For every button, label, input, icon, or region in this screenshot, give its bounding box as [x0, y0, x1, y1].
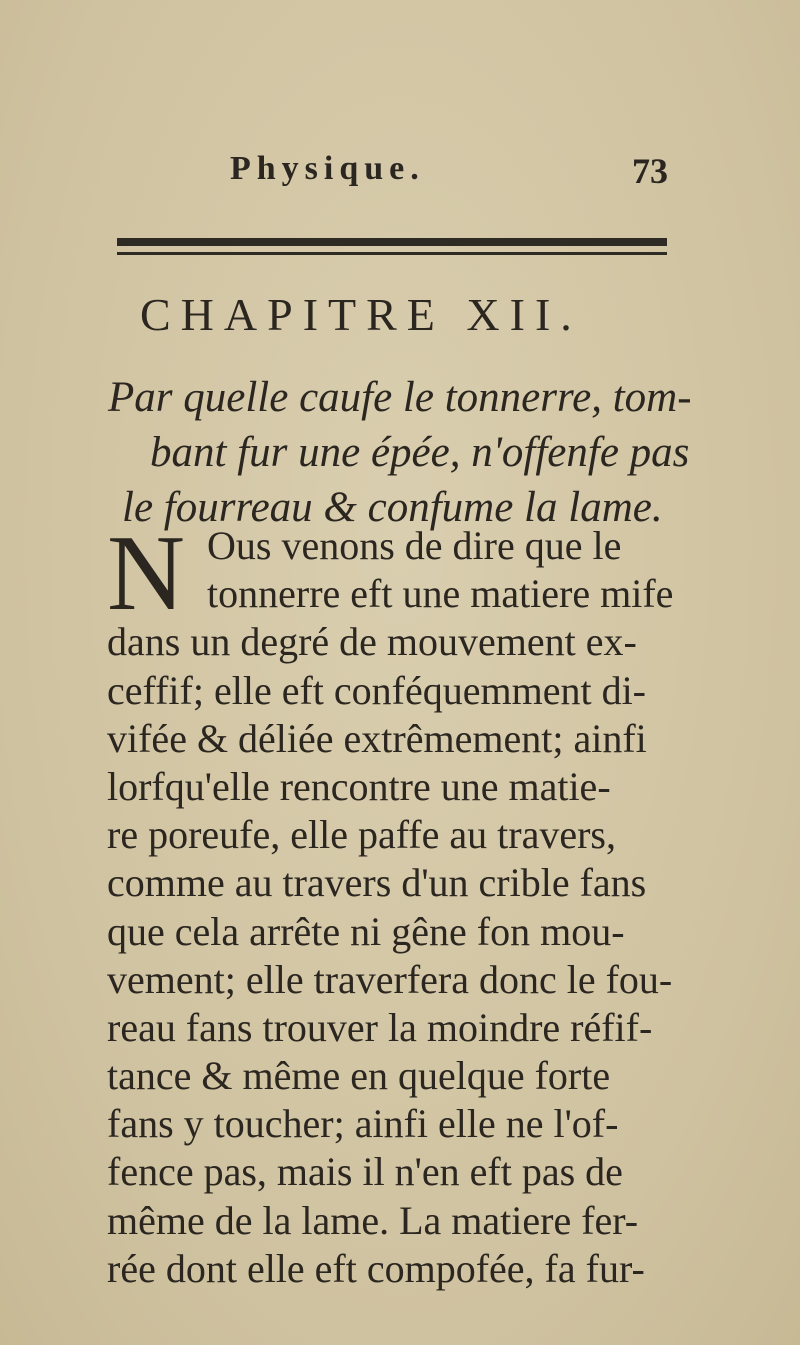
chapter-subtitle — [100, 370, 720, 535]
text-line: fence pas, mais il n'en eft pas de — [107, 1149, 623, 1195]
text-line: vifée & déliée extrêmement; ainfi — [107, 715, 647, 761]
text-line: tance & même en quelque forte — [107, 1053, 611, 1099]
text-line: fans y toucher; ainfi elle ne l'of- — [107, 1101, 619, 1147]
text-line: re poreufe, elle paffe au travers, — [107, 812, 616, 858]
text-line: même de la lame. La matiere fer- — [107, 1197, 639, 1243]
text-line: tonnerre eft une matiere mife — [207, 571, 674, 617]
text-line: comme au travers d'un crible fans — [107, 860, 647, 906]
text-line: rée dont elle eft compofée, fa fur- — [107, 1245, 645, 1291]
subtitle-line: Par quelle caufe le tonnerre, tom- — [108, 374, 692, 421]
subtitle-line: le fourreau & confume la lame. — [122, 484, 663, 531]
chapter-heading: CHAPITRE XII. — [140, 289, 582, 340]
page-number: 73 — [632, 151, 668, 191]
header-rule-thick — [117, 238, 667, 246]
body-text — [107, 514, 697, 1293]
text-line: reau fans trouver la moindre réfif- — [107, 1004, 653, 1050]
text-line: vement; elle traverfera donc le fou- — [107, 956, 673, 1002]
text-line: que cela arrête ni gêne fon mou- — [107, 908, 625, 954]
running-head — [0, 150, 800, 210]
running-head-title: Physique. — [230, 150, 425, 187]
text-line: lorfqu'elle rencontre une matie- — [107, 763, 611, 809]
text-line: ceffif; elle eft conféquemment di- — [107, 667, 647, 713]
header-rule-thin — [117, 252, 667, 255]
text-line: Ous venons de dire que le — [207, 523, 622, 568]
drop-cap: N — [107, 514, 185, 633]
subtitle-line: bant fur une épée, n'offenfe pas — [150, 429, 690, 476]
text-line: dans un degré de mouvement ex- — [107, 619, 637, 665]
